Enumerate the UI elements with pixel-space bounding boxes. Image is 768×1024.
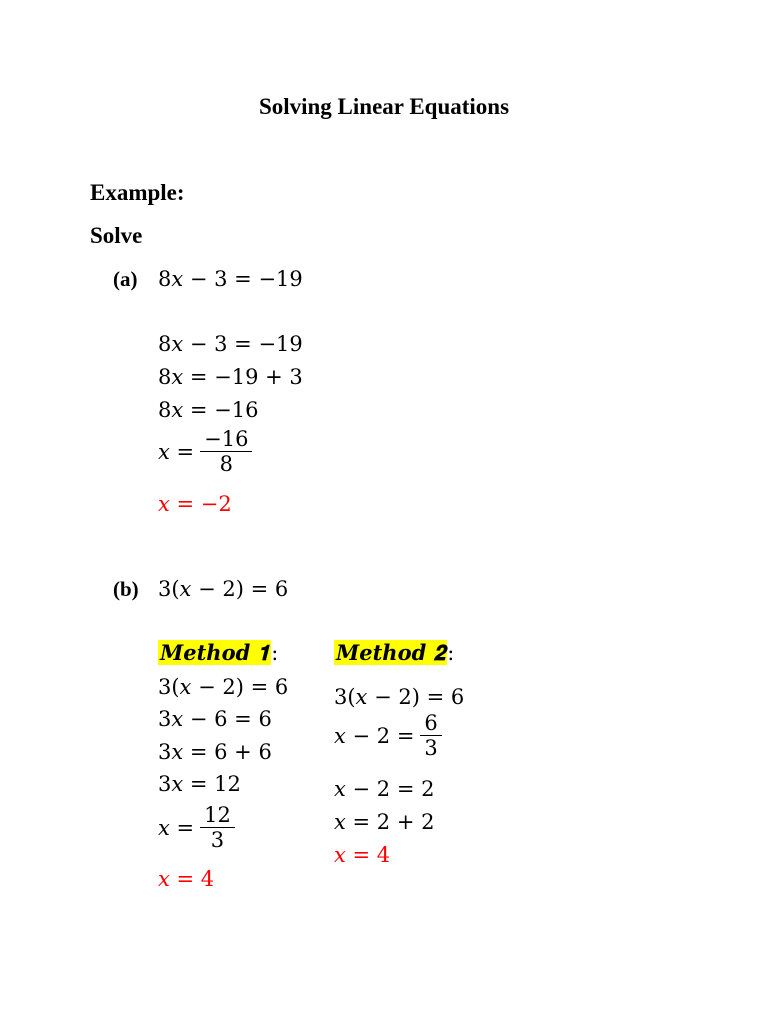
fraction-denominator: 8 [219,452,233,476]
method-1-step-2: 3𝑥 − 6 = 6 [158,707,272,731]
method-2-step-1: 3(𝑥 − 2) = 6 [334,685,465,709]
part-a-step-2: 8𝑥 = −19 + 3 [158,365,303,389]
part-b-label: (b) [113,577,139,601]
fraction [420,711,441,760]
part-a-label: (a) [113,267,138,291]
example-heading: Example: [90,180,185,205]
method-2-colon: : [447,641,455,665]
fraction [200,803,235,852]
part-a-answer: 𝑥 = −2 [158,492,232,516]
method-2-highlight: 𝑴𝒆𝒕𝒉𝒐𝒅 𝟐 [336,640,446,665]
method-1-heading [158,640,278,666]
method-2-step-3: 𝑥 = 2 + 2 [334,810,435,834]
part-a-step-3: 8𝑥 = −16 [158,398,259,422]
fraction [200,427,252,476]
method-1-fraction-step [158,803,235,852]
method-1-step-1: 3(𝑥 − 2) = 6 [158,675,289,699]
method-1-highlight: 𝑴𝒆𝒕𝒉𝒐𝒅 𝟏 [160,640,270,665]
fraction-lhs: 𝑥 = [158,439,195,464]
fraction-lhs: 𝑥 = [158,815,195,840]
method-2-fraction-step [334,711,442,760]
solve-label: Solve [90,223,143,248]
fraction-denominator: 3 [424,736,438,760]
fraction-denominator: 3 [210,828,225,852]
method-2-answer: 𝑥 = 4 [334,843,391,867]
part-a-step-1: 8𝑥 − 3 = −19 [158,332,303,356]
fraction-lhs: 𝑥 − 2 = [334,723,415,748]
fraction-numerator: 6 [424,711,438,735]
method-1-colon: : [271,641,279,665]
fraction-numerator: −16 [204,427,249,451]
method-1-answer: 𝑥 = 4 [158,867,215,891]
method-1-step-3: 3𝑥 = 6 + 6 [158,740,272,764]
method-1-step-4: 3𝑥 = 12 [158,772,241,796]
part-a-problem: 8𝑥 − 3 = −19 [158,267,303,291]
part-b-problem: 3(𝑥 − 2) = 6 [158,577,289,601]
fraction-numerator: 12 [204,803,231,827]
method-2-step-2: 𝑥 − 2 = 2 [334,777,435,801]
part-a-fraction-step [158,427,252,476]
method-2-heading [334,640,454,666]
page-title: Solving Linear Equations [258,94,510,119]
